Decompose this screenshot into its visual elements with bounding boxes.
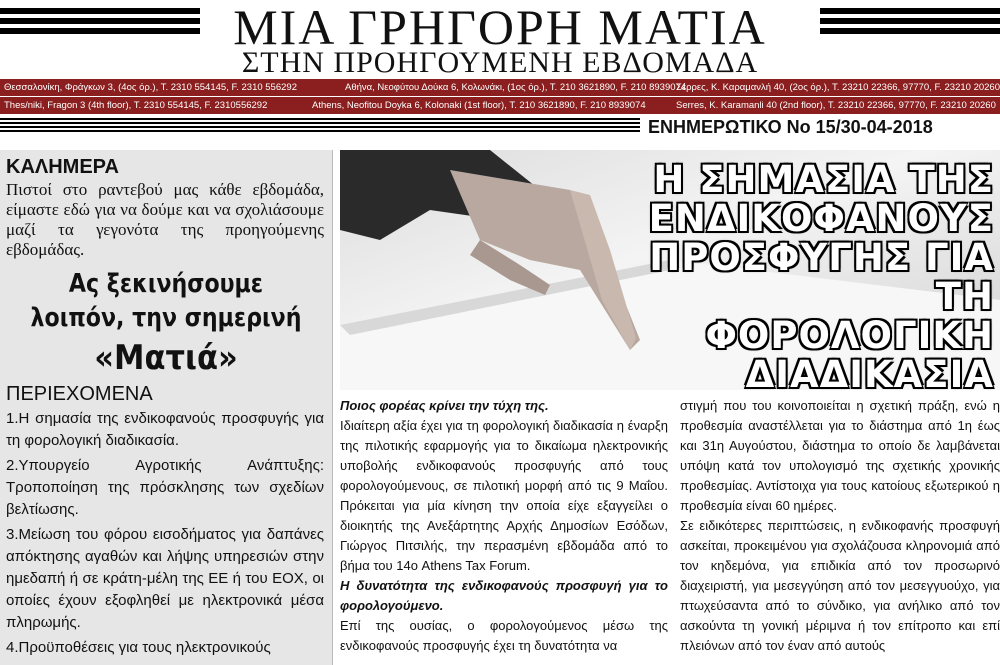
address-bar-english (0, 97, 1000, 114)
masthead (0, 0, 1000, 78)
slogan-line-3: «Ματιά» (94, 338, 238, 378)
article-subheading: Η δυνατότητα της ενδικοφανούς προσφυγή για το φορολογούμενο. (340, 578, 668, 613)
address-athens-en: Athens, Neofitou Doyka 6, Kolonaki (1st floor), T. 210 3621890, F. 210 8939074 (312, 100, 646, 111)
masthead-title: ΜΙΑ ΓΡΗΓΟΡΗ ΜΑΤΙΑ (233, 0, 767, 55)
address-athens: Αθήνα, Νεοφύτου Δούκα 6, Κολωνάκι, (1ος όρ.), Τ. 210 3621890, F. 210 8939074 (345, 82, 687, 93)
address-thessaloniki-en: Thes/niki, Fragon 3 (4th floor), T. 2310 554145, F. 2310556292 (4, 100, 268, 111)
article-paragraph: Επί της ουσίας, ο φορολογούμενος μέσω της ενδικοφανούς προσφυγής έχει τη δυνατότητα να (340, 618, 668, 653)
address-thessaloniki: Θεσσαλονίκη, Φράγκων 3, (4ος όρ.), Τ. 2310 554145, F. 2310 556292 (4, 82, 297, 93)
issue-number: ΕΝΗΜΕΡΩΤΙΚΟ Νο 15/30-04-2018 (648, 117, 933, 137)
contents-title: ΠΕΡΙΕΧΟΜΕΝΑ (6, 383, 153, 405)
intro-text: Πιστοί στο ραντεβού μας κάθε εβδομάδα, είμαστε εδώ για να δούμε και να σχολιάσουμε μαζί τα γεγονότα της προηγούμενης εβδομάδας. (6, 180, 324, 259)
contents-item: 1.Η σημασία της ενδικοφανούς προσφυγής για τη φορολογική διαδικασία. (6, 410, 324, 449)
article-paragraph: Σε ειδικότερες περιπτώσεις, η ενδικοφανής προσφυγή ασκείται, προκειμένου για σχολάζουσα κληρονομιά από τον κηδεμόνα, για επιδικία από τον προσωρινό διαχειριστή, για μεσεγγύηση από τον μεσεγγυούχο, για πτωχεύσαντα από το σύνδικο, για ανήλικο από τον ασκούντα τη γονική μέριμνα ή τον επίτροπο και επί πλειόνων από τον έναν από αυτούς (680, 518, 1000, 653)
address-serres: Σέρρες, Κ. Καραμανλή 40, (2ος όρ.), Τ. 23210 22366, 97770, F. 23210 20260 (676, 82, 1000, 93)
slogan-line-1: Ας ξεκινήσουμε (68, 269, 264, 299)
masthead-subtitle: ΣΤΗΝ ΠΡΟΗΓΟΥΜΕΝΗ ΕΒΔΟΜΑΔΑ (241, 46, 759, 79)
address-bar-greek (0, 79, 1000, 96)
slogan-line-2: λοιπόν, την σημερινή (30, 303, 302, 333)
article-subheading: Ποιος φορέας κρίνει την τύχη της. (340, 398, 549, 413)
contents-item: 3.Μείωση του φόρου εισοδήματος για δαπάνες απόκτησης αγαθών και λήψης υπηρεσιών στην ημεδαπή ή σε κράτη-μέλη της ΕΕ ή του ΕΟΧ, οι οποίες έχουν εξοφληθεί με ηλεκτρονικά μέσα πληρωμής. (6, 526, 324, 631)
article-paragraph: στιγμή που του κοινοποιείται η σχετική πράξη, ενώ η προθεσμία αναστέλλεται για το διάστημα από 1η έως και 31η Αυγούστου, διάστημα το οποίο δε λαμβάνεται υπόψη κατά τον υπολογισμό της σχετικής χρονικής προθεσμίας. Αντίστοιχα για τους κατοίους εξωτερικού η προθεσμία είναι 60 ημέρες. (680, 398, 1000, 513)
hatch-divider (0, 118, 640, 134)
article-headline: Η ΣΗΜΑΣΙΑ ΤΗΣ ΕΝΔΙΚΟΦΑΝΟΥΣ ΠΡΟΣΦΥΓΗΣ ΓΙΑ ΤΗ ΦΟΡΟΛΟΓΙΚΗ ΔΙΑΔΙΚΑΣΙΑ (648, 158, 994, 396)
left-sidebar (0, 150, 333, 665)
contents-item: 2.Υπουργείο Αγροτικής Ανάπτυξης: Τροποποίηση της πρόσκλησης των σχεδίων βελτίωσης. (6, 457, 324, 518)
contents-item: 4.Προϋποθέσεις για τους ηλεκτρονικούς (6, 639, 271, 656)
address-serres-en: Serres, K. Karamanli 40 (2nd floor), T. 23210 22366, 97770, F. 23210 20260 (676, 100, 996, 111)
article-paragraph: Ιδιαίτερη αξία έχει για τη φορολογική διαδικασία η έναρξη της πιλοτικής εφαρμογής για το δικαίωμα ηλεκτρονικής υποβολής ενδικοφανούς προσφυγής από τους φορολογούμενους, σε πιλοτική μορφή από τις 9 Μαΐου. Πρόκειται για μία κίνηση την οποία είχε εξαγγείλει ο διοικητής της Ανεξάρτητης Αρχής Δημοσίων Εσόδων, Γιώργος Πιτσιλής, την περασμένη εβδομάδα από το βήμα του 14ο Athens Tax Forum. (340, 418, 668, 573)
article-column-2 (680, 396, 1000, 665)
article-column-1 (340, 396, 668, 656)
contents-list (6, 408, 324, 662)
greeting: ΚΑΛΗΜΕΡΑ (6, 156, 119, 178)
